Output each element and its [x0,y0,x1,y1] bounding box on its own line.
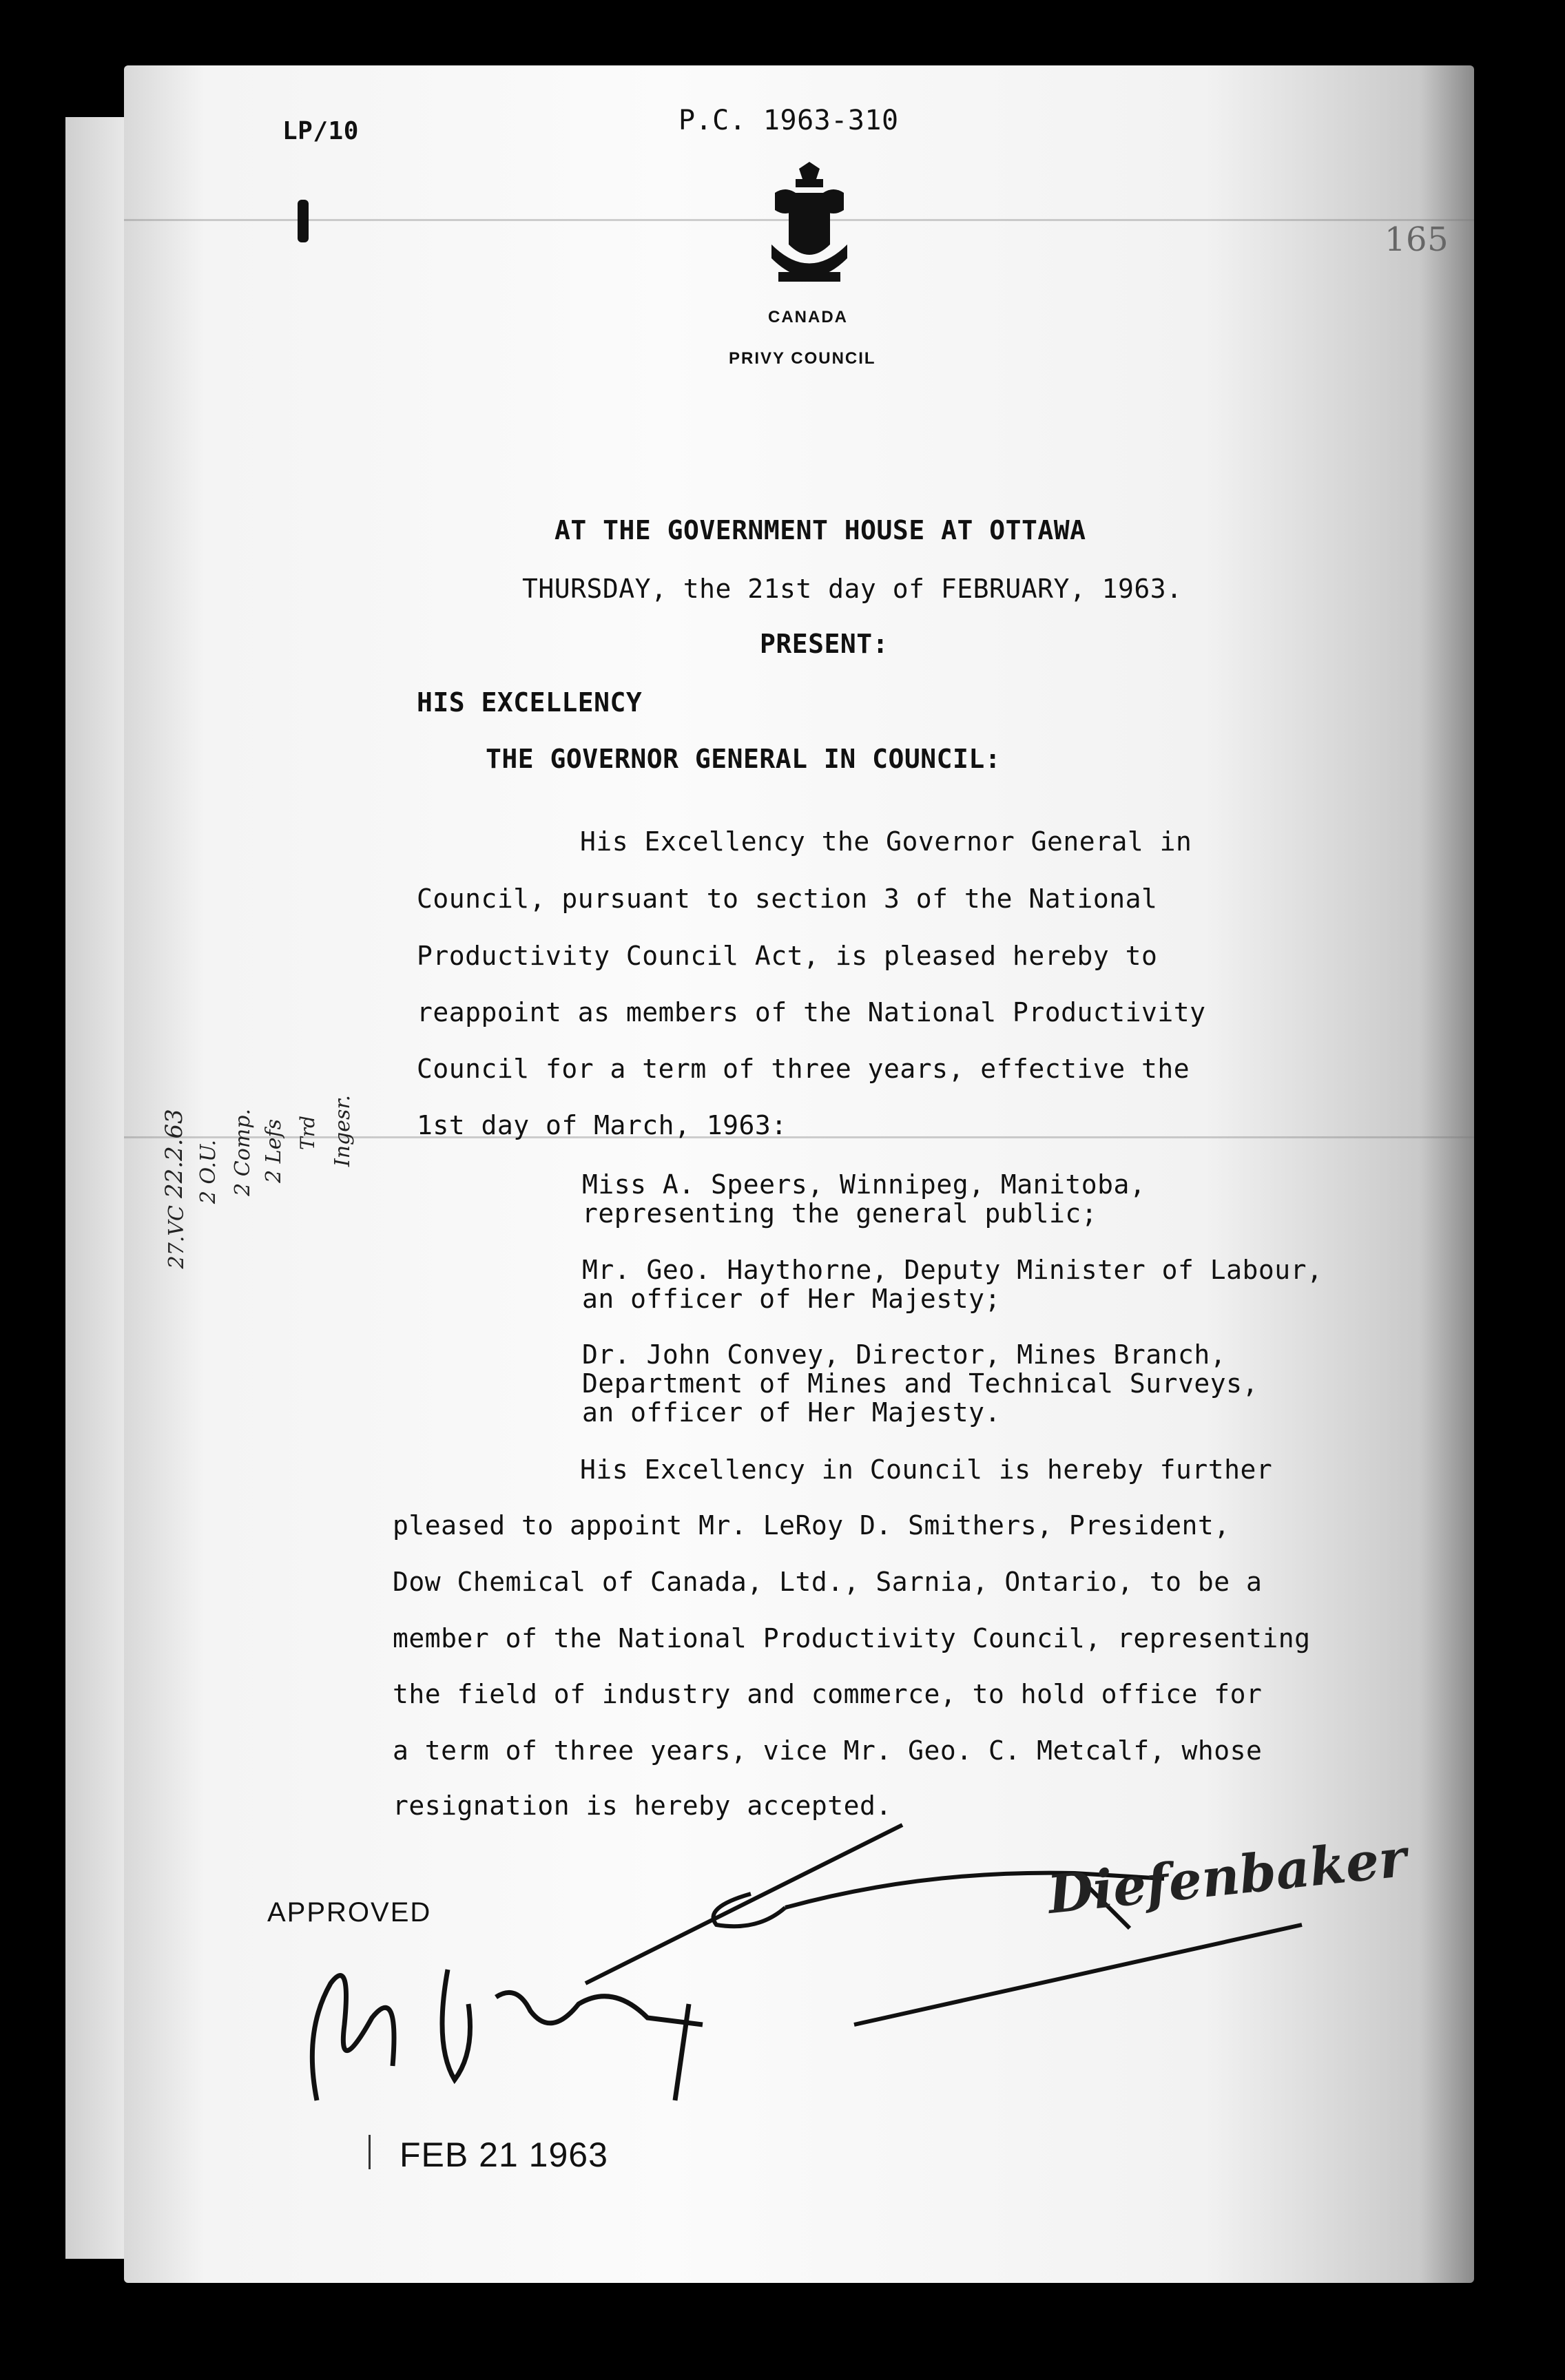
his-excellency-label: HIS EXCELLENCY [417,687,643,718]
file-code: LP/10 [282,117,359,145]
para1-line: reappoint as members of the National Productivity [417,997,1206,1027]
date-line: THURSDAY, the 21st day of FEBRUARY, 1963. [522,574,1183,604]
pm-signature-text: Diefenbaker [1044,1826,1410,1926]
divider [369,2135,371,2169]
approved-label: APPROVED [267,1897,432,1928]
para1-line: His Excellency the Governor General in [580,826,1192,857]
approval-date-stamp: FEB 21 1963 [400,2136,608,2174]
punch-mark [298,200,309,242]
present-label: PRESENT: [760,629,889,659]
appointee-line: Mr. Geo. Haythorne, Deputy Minister of Labour, [582,1255,1323,1285]
margin-note: 2 Comp. [231,1109,255,1196]
para2-line: resignation is hereby accepted. [393,1791,892,1821]
para2-line: member of the National Productivity Council, representing [393,1623,1311,1653]
para1-line: Productivity Council Act, is pleased hereby to [417,941,1158,971]
appointee-line: an officer of Her Majesty; [582,1284,1001,1314]
para1-line: Council for a term of three years, effective the [417,1054,1190,1084]
margin-note: 22.2.63 [160,1109,188,1198]
location-heading: AT THE GOVERNMENT HOUSE AT OTTAWA [555,515,1086,545]
para2-line: pleased to appoint Mr. LeRoy D. Smithers, President, [393,1510,1230,1541]
order-number: P.C. 1963-310 [678,105,899,136]
para1-line: Council, pursuant to section 3 of the National [417,884,1158,914]
fold-line [124,1136,1474,1138]
country-label: CANADA [768,308,848,326]
margin-note: 2 O.U. [196,1140,220,1204]
governor-in-council-label: THE GOVERNOR GENERAL IN COUNCIL: [486,744,1002,774]
margin-note: Trd [296,1116,319,1150]
appointee-line: Department of Mines and Technical Surveys, [582,1368,1258,1399]
para2-line: the field of industry and commerce, to hold office for [393,1679,1263,1709]
appointee-line: Dr. John Convey, Director, Mines Branch, [582,1339,1227,1370]
coat-of-arms-icon [758,162,861,300]
appointee-line: representing the general public; [582,1198,1098,1229]
para2-line: Dow Chemical of Canada, Ltd., Sarnia, Ontario, to be a [393,1567,1263,1597]
margin-note: 27.VC [165,1205,189,1269]
margin-note: 2 Lefs [262,1119,286,1183]
department-label: PRIVY COUNCIL [729,349,876,368]
margin-note: Ingesr. [331,1095,355,1167]
page-number: 165 [1385,220,1449,259]
para1-line: 1st day of March, 1963: [417,1110,787,1140]
para2-line: His Excellency in Council is hereby further [580,1454,1273,1485]
para2-line: a term of three years, vice Mr. Geo. C. Metcalf, whose [393,1735,1263,1766]
appointee-line: an officer of Her Majesty. [582,1397,1001,1428]
appointee-line: Miss A. Speers, Winnipeg, Manitoba, [582,1169,1146,1200]
